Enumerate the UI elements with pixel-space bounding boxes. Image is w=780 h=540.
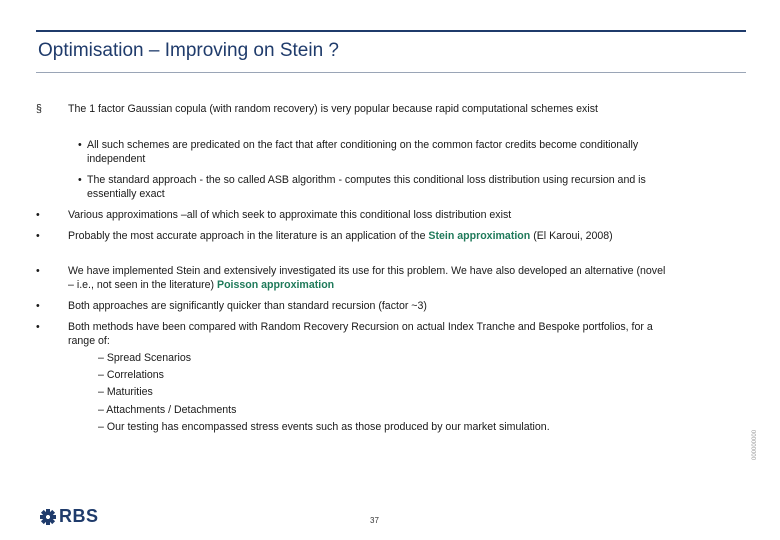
sub-bullet-item	[78, 173, 668, 201]
document-code: 000000000	[752, 429, 758, 460]
bullet-dot-icon: •	[78, 174, 82, 186]
bullet-text-part: We have implemented Stein and extensively investigated its use for this problem. We have also developed an alternative (novel – i.e., not seen in the literature)	[68, 265, 666, 291]
bullet-text	[68, 264, 668, 292]
rbs-daisy-icon	[40, 509, 56, 525]
bullet-text: Various approximations –all of which seek to approximate this conditional loss distribution exist	[68, 209, 512, 221]
top-rule	[36, 30, 746, 32]
bullet-text: The 1 factor Gaussian copula (with random recovery) is very popular because rapid computational schemes exist	[68, 103, 598, 115]
bullet-text-part: Probably the most accurate approach in the literature is an application of the	[68, 230, 429, 242]
bullet-dot-icon: •	[36, 265, 40, 277]
page-number: 37	[370, 516, 379, 525]
range-list-item: – Our testing has encompassed stress events such as those produced by our market simulation.	[98, 421, 550, 433]
bullet-dot-icon: •	[36, 230, 40, 242]
bullet-text	[68, 229, 668, 243]
bullet-text-part: (El Karoui, 2008)	[530, 230, 613, 242]
sub-bullet-item	[78, 138, 668, 166]
section-mark-icon: §	[36, 103, 42, 115]
bullet-dot-icon: •	[36, 300, 40, 312]
range-list-item: – Maturities	[98, 386, 153, 398]
sub-bullet-text: All such schemes are predicated on the fact that after conditioning on the common factor credits become conditionally independent	[87, 139, 639, 165]
bullet-text: Both methods have been compared with Random Recovery Recursion on actual Index Tranche and Bespoke portfolios, for a range of:	[68, 321, 653, 347]
bullet-dot-icon: •	[36, 209, 40, 221]
logo-wordmark: RBS	[59, 506, 99, 526]
sub-bullet-text: The standard approach - the so called ASB algorithm - computes this conditional loss distribution using recursion and is essentially exact	[87, 174, 646, 200]
poisson-approximation-highlight: Poisson approximation	[217, 279, 335, 291]
bullet-dot-icon: •	[78, 139, 82, 151]
range-list-item: – Spread Scenarios	[98, 352, 192, 364]
page-title: Optimisation – Improving on Stein ?	[38, 40, 339, 61]
range-list-item: – Attachments / Detachments	[98, 404, 237, 416]
bullet-text: Both approaches are significantly quicker than standard recursion (factor ~3)	[68, 300, 427, 312]
title-divider	[36, 72, 746, 73]
stein-approximation-highlight: Stein approximation	[428, 230, 531, 242]
bullet-dot-icon: •	[36, 321, 40, 333]
rbs-logo	[40, 506, 99, 527]
range-list-item: – Correlations	[98, 369, 164, 381]
